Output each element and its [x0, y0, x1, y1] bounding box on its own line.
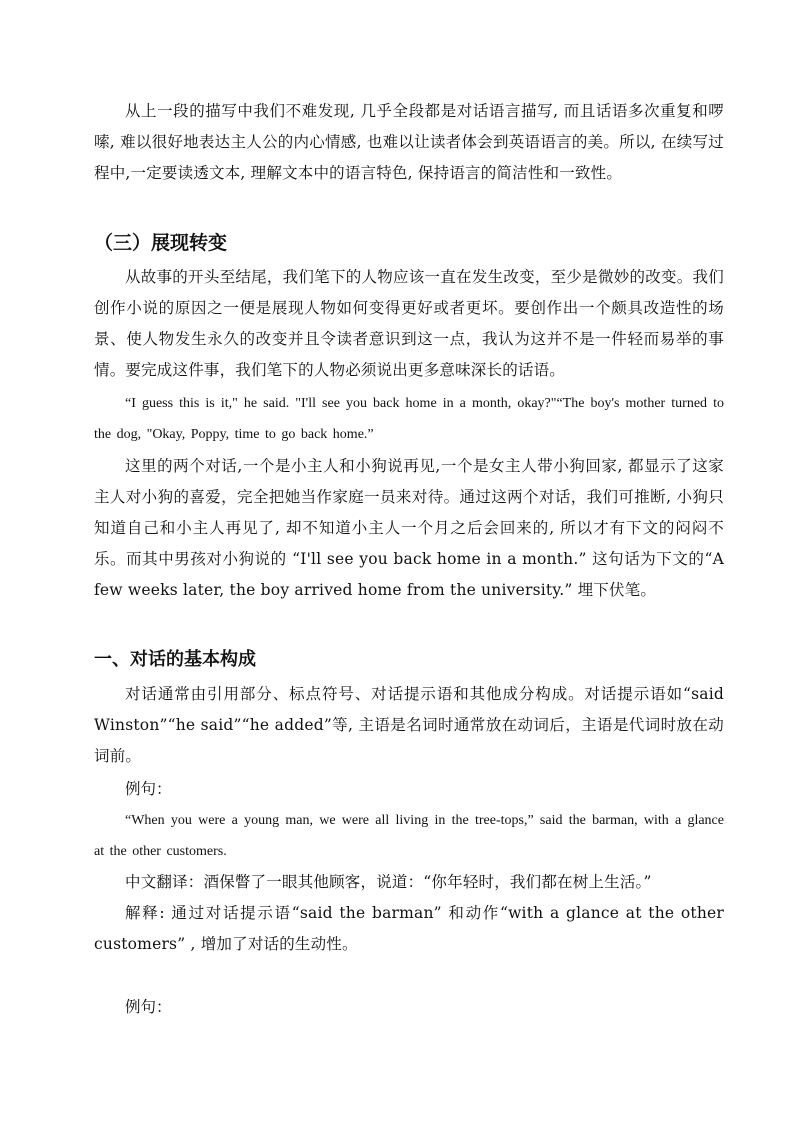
example-label-second: 例句：	[125, 998, 172, 1016]
translation-line: 中文翻译：酒保瞥了一眼其他顾客，说道：“你年轻时，我们都在树上生活。”	[125, 873, 652, 891]
quote-example-poppy: “I guess this is it," he said. "I'll see you back home in a month, okay?"“The boy's mother turned to the dog, "Okay, Poppy, time to go back home.”	[94, 396, 724, 442]
paragraph-dialogue-analysis: 从上一段的描写中我们不难发现, 几乎全段都是对话语言描写, 而且话语多次重复和啰嗦, 难以很好地表达主人公的内心情感, 也难以让读者体会到英语语言的美。所以, 在续写过程中,一定要读透文本, 理解文本中的语言特色, 保持语言的简洁性和一致性。	[94, 102, 724, 182]
paragraph-dialogue-inference: 这里的两个对话,一个是小主人和小狗说再见,一个是女主人带小狗回家, 都显示了这家主人对小狗的喜爱，完全把她当作家庭一员来对待。通过这两个对话，我们可推断, 小狗只知道自己和小主人再见了, 却不知道小主人一个月之后会回来的, 所以才有下文的闷闷不乐。而其中男孩对小狗说的 “I'll see you back home in a month.” 这句话为下文的“A few weeks later, the boy arrived home from the university.” 埋下伏笔。	[94, 457, 724, 599]
paragraph-dialogue-components: 对话通常由引用部分、标点符号、对话提示语和其他成分构成。对话提示语如“said Winston”“he said”“he added”等, 主语是名词时通常放在动词后，主语是代词时放在动词前。	[94, 685, 724, 765]
section-heading-show-change: （三）展现转变	[94, 232, 228, 254]
example-label: 例句：	[125, 780, 172, 798]
quote-example-barman: “When you were a young man, we were all living in the tree-tops,” said the barman, with a glance at the other customers.	[94, 813, 724, 859]
explanation-line: 解释: 通过对话提示语“said the barman” 和动作“with a glance at the other customers” , 增加了对话的生动性。	[94, 904, 724, 953]
section-heading-dialogue-structure: 一、对话的基本构成	[94, 649, 256, 670]
paragraph-character-change: 从故事的开头至结尾，我们笔下的人物应该一直在发生改变，至少是微妙的改变。我们创作小说的原因之一便是展现人物如何变得更好或者更坏。要创作出一个颇具改造性的场景、使人物发生永久的改变并且令读者意识到这一点，我认为这并不是一件轻而易举的事情。要完成这件事，我们笔下的人物必须说出更多意味深长的话语。	[94, 268, 724, 379]
